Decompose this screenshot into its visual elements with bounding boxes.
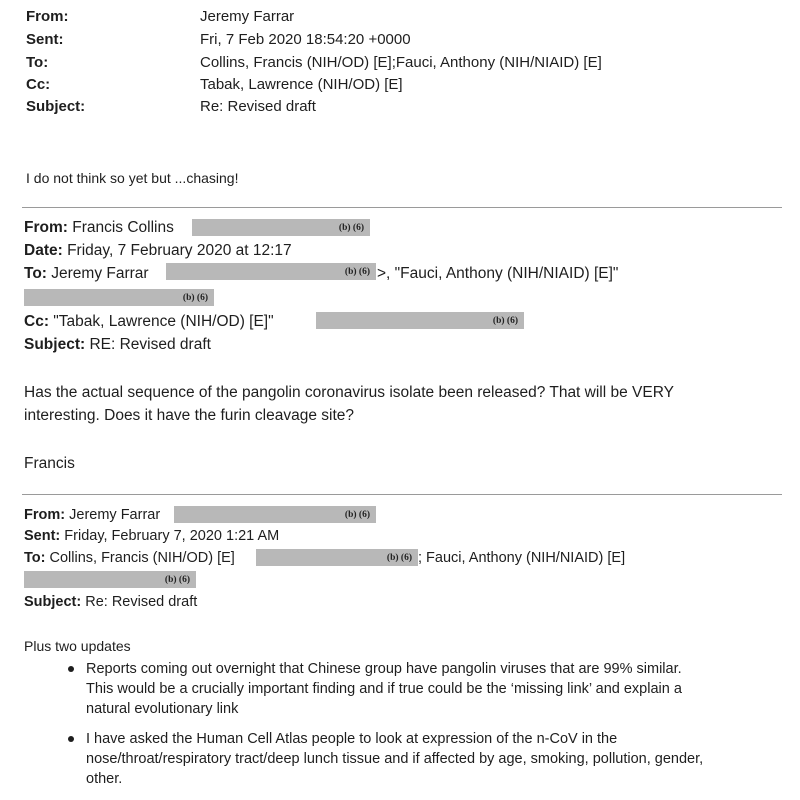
msg2-body-line: Has the actual sequence of the pangolin coronavirus isolate been released? That will be VERY	[24, 384, 674, 401]
divider	[22, 494, 782, 495]
redaction-code: (b) (6)	[492, 315, 518, 326]
redaction-code: (b) (6)	[344, 509, 370, 520]
redaction-code: (b) (6)	[386, 552, 412, 563]
msg3-subject-label: Subject:	[24, 594, 82, 610]
redaction-box	[24, 571, 196, 588]
msg3-sent	[24, 528, 279, 544]
msg2-date-value: Friday, 7 February 2020 at 12:17	[67, 242, 292, 259]
redaction-box	[166, 263, 376, 280]
msg3-to-after: ; Fauci, Anthony (NIH/NIAID) [E]	[418, 550, 626, 566]
from-value: Jeremy Farrar	[200, 8, 295, 25]
msg2-date	[24, 242, 292, 260]
list-item	[66, 659, 706, 719]
msg2-from-value: Francis Collins	[72, 219, 174, 236]
msg2-cc-label: Cc:	[24, 313, 49, 330]
divider	[22, 207, 782, 208]
msg2-to-label: To:	[24, 265, 47, 282]
sent-value: Fri, 7 Feb 2020 18:54:20 +0000	[200, 31, 411, 48]
redaction-box	[174, 506, 376, 523]
msg2-to-after: >, "Fauci, Anthony (NIH/NIAID) [E]"	[377, 265, 619, 282]
msg3-sent-value: Friday, February 7, 2020 1:21 AM	[64, 528, 280, 544]
to-value: Collins, Francis (NIH/OD) [E];Fauci, Anthony (NIH/NIAID) [E]	[200, 54, 602, 71]
msg2-to-value: Jeremy Farrar	[51, 265, 149, 282]
msg2-subject-label: Subject:	[24, 336, 86, 353]
msg2-to	[24, 265, 149, 283]
redaction-box	[192, 219, 370, 236]
subject-label: Subject:	[26, 98, 86, 115]
sent-label: Sent:	[26, 31, 64, 48]
msg3-intro: Plus two updates	[24, 638, 131, 654]
msg3-subject-value: Re: Revised draft	[85, 594, 198, 610]
bullet-text: I have asked the Human Cell Atlas people to look at expression of the n-CoV in the nose/throat/respiratory tract/deep lunch tissue and if affected by age, smoking, pollution, gender, other.	[86, 731, 704, 787]
top-message: I do not think so yet but ...chasing!	[26, 170, 239, 186]
redaction-code: (b) (6)	[164, 574, 190, 585]
msg3-from	[24, 507, 160, 523]
msg2-date-label: Date:	[24, 242, 63, 259]
msg3-to	[24, 550, 235, 566]
msg2-subject	[24, 336, 211, 354]
cc-label: Cc:	[26, 76, 51, 93]
from-label: From:	[26, 8, 69, 25]
redaction-box	[24, 289, 214, 306]
redaction-box	[316, 312, 524, 329]
subject-value: Re: Revised draft	[200, 98, 316, 115]
list-item	[66, 729, 706, 789]
msg2-signature: Francis	[24, 455, 75, 472]
msg2-cc	[24, 313, 274, 331]
msg3-from-value: Jeremy Farrar	[69, 507, 161, 523]
msg3-subject	[24, 594, 197, 610]
msg3-sent-label: Sent:	[24, 528, 61, 544]
msg2-from	[24, 219, 174, 237]
msg2-from-label: From:	[24, 219, 68, 236]
redaction-code: (b) (6)	[344, 266, 370, 277]
cc-value: Tabak, Lawrence (NIH/OD) [E]	[200, 76, 403, 93]
msg3-from-label: From:	[24, 507, 66, 523]
msg2-cc-value: "Tabak, Lawrence (NIH/OD) [E]"	[53, 313, 274, 330]
bullet-list	[66, 659, 706, 799]
redaction-box	[256, 549, 418, 566]
bullet-text: Reports coming out overnight that Chinese group have pangolin viruses that are 99% similar. This would be a crucially important finding and if true could be the ‘missing link’ and explain a natural evolutionary link	[86, 661, 682, 717]
redaction-code: (b) (6)	[338, 222, 364, 233]
redaction-code: (b) (6)	[182, 292, 208, 303]
bullet-dot	[68, 736, 74, 742]
msg3-to-value: Collins, Francis (NIH/OD) [E]	[49, 550, 235, 566]
msg2-body-line: interesting. Does it have the furin cleavage site?	[24, 407, 354, 424]
to-label: To:	[26, 54, 49, 71]
msg3-to-label: To:	[24, 550, 46, 566]
msg2-subject-value: RE: Revised draft	[89, 336, 211, 353]
bullet-dot	[68, 666, 74, 672]
